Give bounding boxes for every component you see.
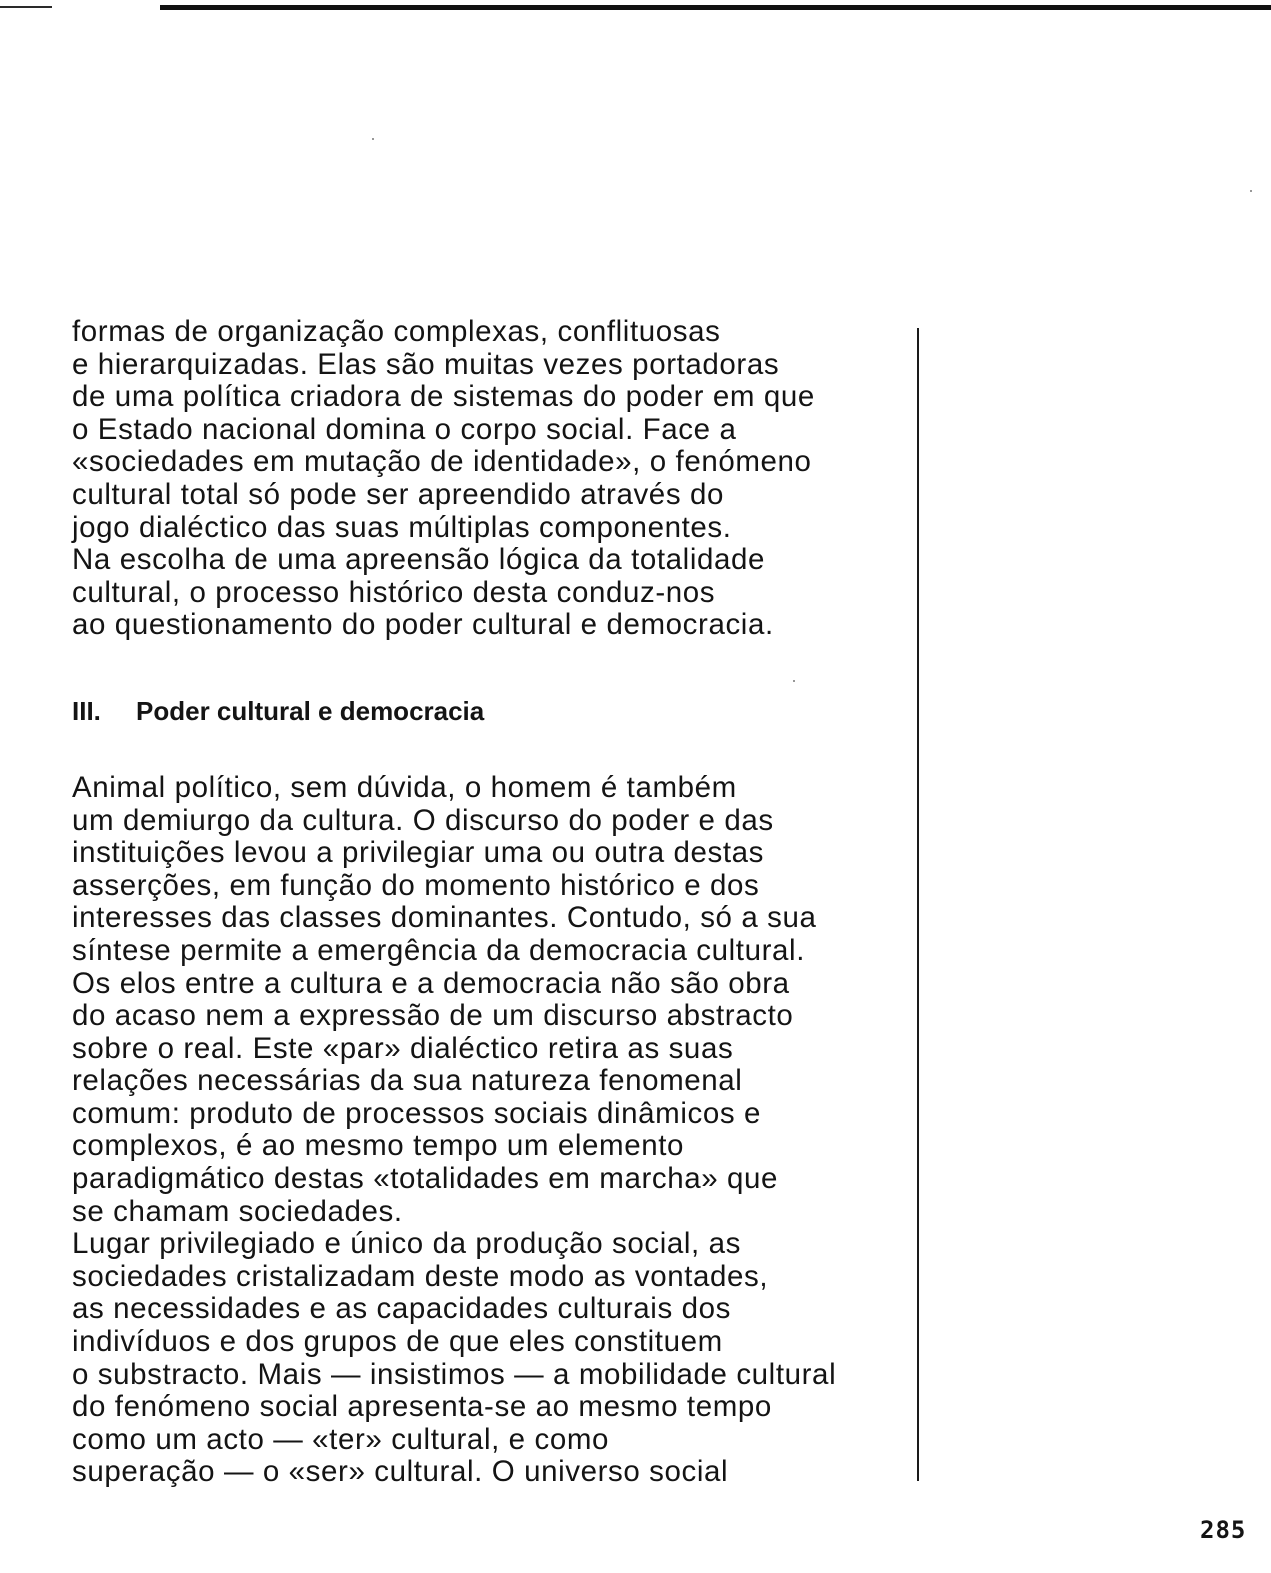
text-line: Na escolha de uma apreensão lógica da totalidade <box>72 543 766 577</box>
text-line: asserções, em função do momento histórico e dos <box>72 868 760 902</box>
page-body <box>72 316 908 1489</box>
text-line: como um acto — «ter» cultural, e como <box>72 1422 610 1456</box>
top-rule-short <box>0 6 52 8</box>
text-line: superação — o «ser» cultural. O universo social <box>72 1455 729 1489</box>
scan-speck <box>372 138 374 140</box>
section-title: Poder cultural e democracia <box>136 695 485 726</box>
text-line: um demiurgo da cultura. O discurso do poder e das <box>72 803 774 837</box>
text-line: Lugar privilegiado e único da produção social, as <box>72 1227 741 1261</box>
paragraph-2 <box>72 772 908 1228</box>
text-line: formas de organização complexas, conflituosas <box>72 315 721 348</box>
section-number: III. <box>72 695 101 726</box>
text-line: relações necessárias da sua natureza fenomenal <box>72 1064 743 1098</box>
text-line: Animal político, sem dúvida, o homem é também <box>72 770 737 804</box>
margin-rule <box>917 328 919 1481</box>
text-line: indivíduos e dos grupos de que eles constituem <box>72 1325 723 1359</box>
scan-speck <box>1250 190 1252 192</box>
text-line: instituições levou a privilegiar uma ou outra destas <box>72 836 765 870</box>
top-rule <box>160 5 1271 10</box>
paragraph-3 <box>72 1228 908 1489</box>
text-line: o substracto. Mais — insistimos — a mobilidade cultural <box>72 1357 837 1391</box>
text-line: de uma política criadora de sistemas do poder em que <box>72 380 815 414</box>
text-line: do fenómeno social apresenta-se ao mesmo tempo <box>72 1390 772 1424</box>
text-line: complexos, é ao mesmo tempo um elemento <box>72 1129 685 1163</box>
text-line: do acaso nem a expressão de um discurso abstracto <box>72 999 794 1033</box>
text-line: ao questionamento do poder cultural e democracia. <box>72 608 774 642</box>
text-line: e hierarquizadas. Elas são muitas vezes portadoras <box>72 347 780 381</box>
text-line: cultural, o processo histórico desta conduz-nos <box>72 575 716 609</box>
text-line: jogo dialéctico das suas múltiplas componentes. <box>72 510 732 544</box>
text-line: Os elos entre a cultura e a democracia não são obra <box>72 966 790 1000</box>
text-line: «sociedades em mutação de identidade», o fenómeno <box>72 445 812 479</box>
text-line: interesses das classes dominantes. Contudo, só a sua <box>72 901 817 935</box>
page-number: 285 <box>1200 1516 1247 1544</box>
paragraph-1 <box>72 316 908 642</box>
section-heading <box>72 694 908 728</box>
text-line: síntese permite a emergência da democracia cultural. <box>72 933 805 967</box>
text-line: sobre o real. Este «par» dialéctico retira as suas <box>72 1031 734 1065</box>
text-line: sociedades cristalizadam deste modo as vontades, <box>72 1259 769 1293</box>
text-line: o Estado nacional domina o corpo social. Face a <box>72 412 737 446</box>
text-line: paradigmático destas «totalidades em marcha» que <box>72 1162 779 1196</box>
text-line: comum: produto de processos sociais dinâmicos e <box>72 1096 761 1130</box>
text-line: cultural total só pode ser apreendido através do <box>72 477 724 511</box>
text-line: as necessidades e as capacidades culturais dos <box>72 1292 731 1326</box>
text-line: se chamam sociedades. <box>72 1194 403 1228</box>
